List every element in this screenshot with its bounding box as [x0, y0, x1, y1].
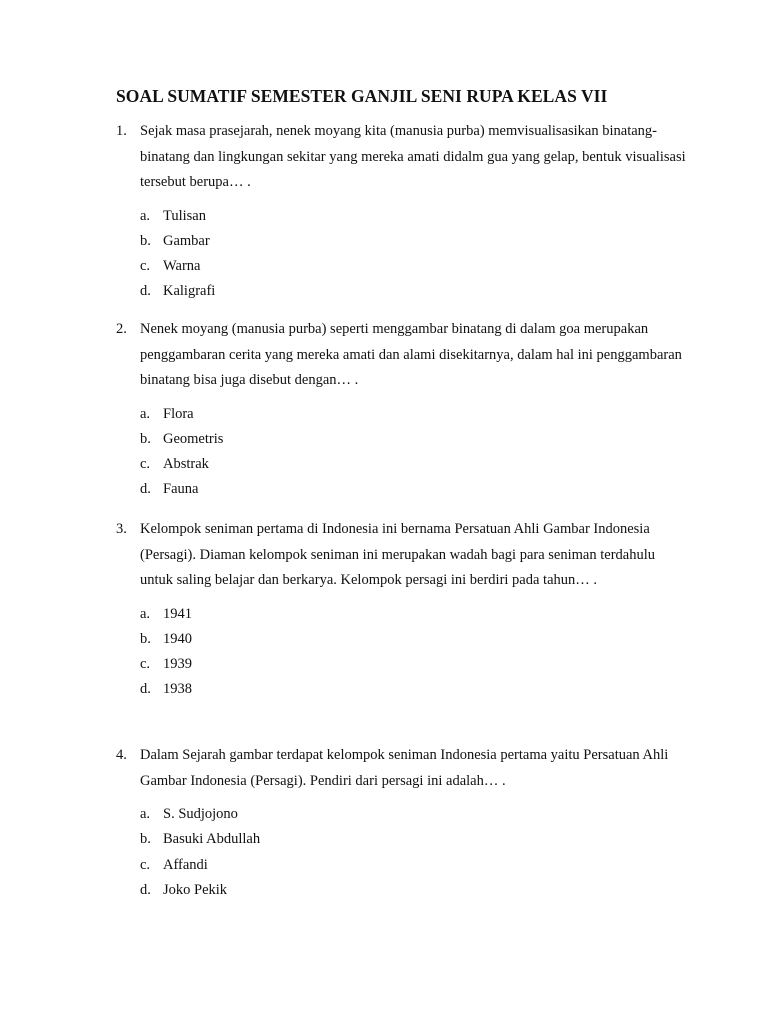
- question-text: Kelompok seniman pertama di Indonesia ini bernama Persatuan Ahli Gambar Indonesia (Persagi). Diaman kelompok seniman ini merupakan wadah bagi para seniman terdahulu untuk saling belajar dan berkarya. Kelompok persagi ini berdiri pada tahun… .: [140, 521, 655, 588]
- option-text: 1940: [163, 630, 192, 647]
- option-d: [140, 677, 686, 702]
- option-letter: d.: [140, 681, 151, 698]
- option-b: [140, 229, 686, 254]
- option-letter: a.: [140, 806, 151, 822]
- option-letter: b.: [140, 831, 151, 848]
- option-c: [140, 853, 686, 878]
- option-letter: c.: [140, 456, 151, 473]
- option-text: Geometris: [163, 430, 224, 447]
- question-number: 4.: [116, 747, 127, 763]
- option-text: Tulisan: [163, 207, 206, 224]
- question-1: [116, 119, 686, 305]
- option-a: [140, 602, 686, 627]
- question-text: Dalam Sejarah gambar terdapat kelompok seniman Indonesia pertama yaitu Persatuan Ahli Gambar Indonesia (Persagi). Pendiri dari persagi ini adalah… .: [140, 747, 669, 789]
- option-b: [140, 627, 686, 652]
- option-letter: a.: [140, 405, 151, 422]
- option-text: 1939: [163, 656, 192, 673]
- option-c: [140, 254, 686, 279]
- option-text: S. Sudjojono: [163, 806, 238, 822]
- option-text: Warna: [163, 258, 201, 275]
- option-letter: c.: [140, 656, 151, 673]
- document-title: SOAL SUMATIF SEMESTER GANJIL SENI RUPA KELAS VII: [116, 86, 608, 106]
- option-letter: d.: [140, 881, 151, 898]
- question-2: [116, 317, 686, 503]
- question-4: [116, 743, 686, 903]
- option-letter: c.: [140, 856, 151, 873]
- option-letter: a.: [140, 605, 151, 622]
- option-letter: b.: [140, 430, 151, 447]
- option-b: [140, 827, 686, 852]
- option-d: [140, 477, 686, 502]
- option-c: [140, 452, 686, 477]
- option-letter: c.: [140, 258, 151, 275]
- option-text: 1941: [163, 605, 192, 622]
- question-number: 3.: [116, 521, 127, 537]
- option-text: Gambar: [163, 232, 210, 249]
- option-c: [140, 652, 686, 677]
- option-text: 1938: [163, 681, 192, 698]
- option-text: Affandi: [163, 856, 208, 873]
- option-text: Basuki Abdullah: [163, 831, 261, 848]
- option-text: Kaligrafi: [163, 283, 216, 300]
- option-d: [140, 878, 686, 903]
- option-letter: d.: [140, 481, 151, 498]
- option-list: [140, 204, 686, 305]
- option-letter: a.: [140, 207, 151, 224]
- option-a: [140, 802, 686, 827]
- option-text: Fauna: [163, 481, 199, 498]
- question-text: Nenek moyang (manusia purba) seperti menggambar binatang di dalam goa merupakan penggambaran cerita yang mereka amati dan alami disekitarnya, dalam hal ini penggambaran binatang bisa juga disebut dengan… .: [140, 321, 682, 388]
- option-a: [140, 402, 686, 427]
- option-text: Abstrak: [163, 456, 209, 473]
- question-number: 2.: [116, 321, 127, 337]
- option-text: Flora: [163, 405, 194, 422]
- option-letter: b.: [140, 232, 151, 249]
- option-a: [140, 204, 686, 229]
- option-letter: d.: [140, 283, 151, 300]
- option-d: [140, 279, 686, 304]
- option-list: [140, 602, 686, 703]
- option-letter: b.: [140, 630, 151, 647]
- option-b: [140, 427, 686, 452]
- question-number: 1.: [116, 123, 127, 139]
- option-text: Joko Pekik: [163, 881, 228, 898]
- option-list: [140, 402, 686, 503]
- question-3: [116, 517, 686, 703]
- option-list: [140, 802, 686, 903]
- question-text: Sejak masa prasejarah, nenek moyang kita (manusia purba) memvisualisasikan binatang-binatang dan lingkungan sekitar yang mereka amati didalm gua yang gelap, bentuk visualisasi tersebut berupa… .: [140, 123, 686, 190]
